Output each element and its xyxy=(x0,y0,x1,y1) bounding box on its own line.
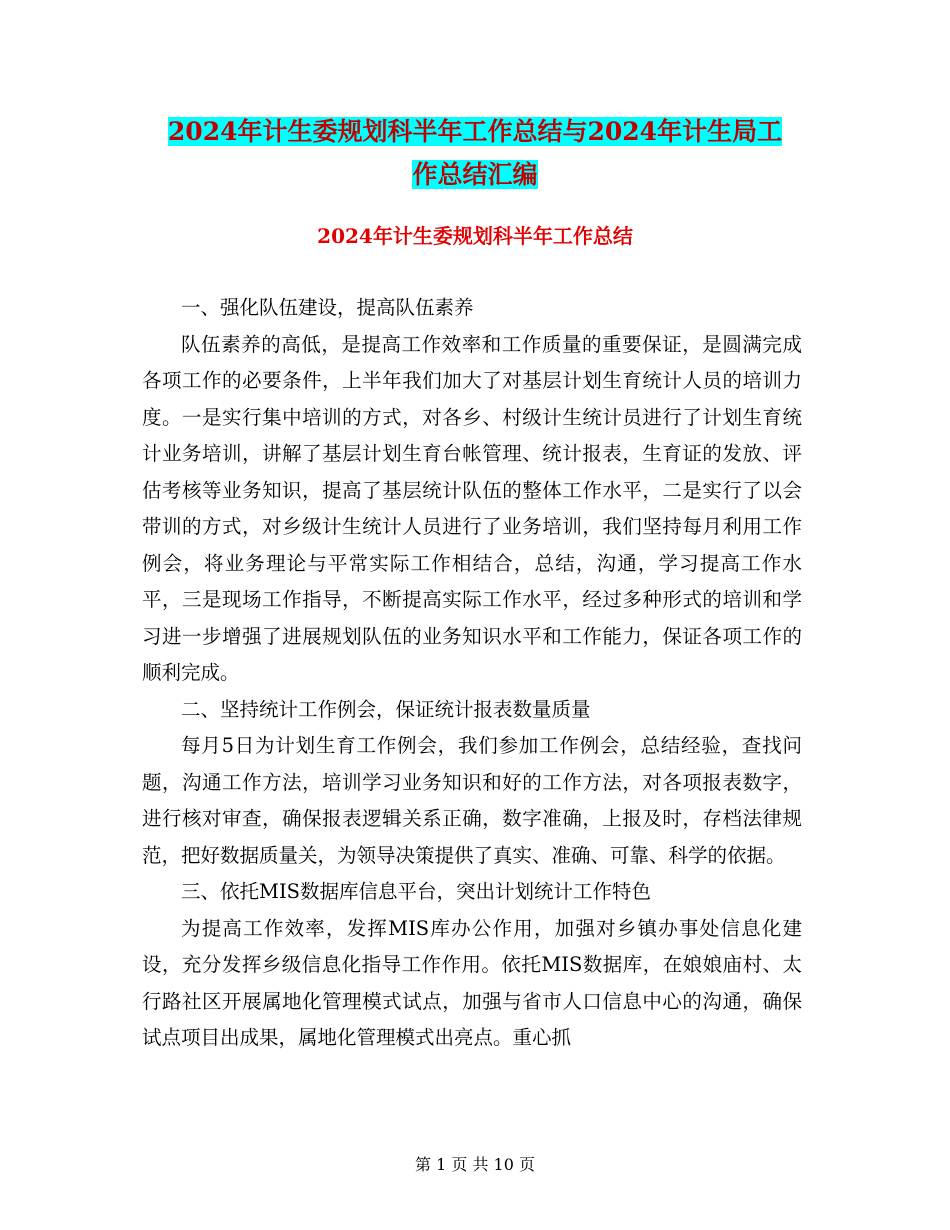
document-body xyxy=(142,290,802,1057)
document-title-line-1 xyxy=(140,110,810,154)
paragraph-1: 队伍素养的高低，是提高工作效率和工作质量的重要保证，是圆满完成各项工作的必要条件，上半年我们加大了对基层计划生育统计人员的培训力度。一是实行集中培训的方式，对各乡、村级计生统计员进行了计划生育统计业务培训，讲解了基层计划生育台帐管理、统计报表，生育证的发放、评估考核等业务知识，提高了基层统计队伍的整体工作水平，二是实行了以会带训的方式，对乡级计生统计人员进行了业务培训，我们坚持每月利用工作例会，将业务理论与平常实际工作相结合，总结，沟通，学习提高工作水平，三是现场工作指导，不断提高实际工作水平，经过多种形式的培训和学习进一步增强了进展规划队伍的业务知识水平和工作能力，保证各项工作的顺利完成。 xyxy=(142,332,802,684)
page-footer: 第 1 页 共 10 页 xyxy=(415,1155,535,1174)
heading-1: 一、强化队伍建设，提高队伍素养 xyxy=(181,296,474,319)
document-title-text-2: 作总结汇编 xyxy=(412,160,538,189)
heading-2: 二、坚持统计工作例会，保证统计报表数量质量 xyxy=(181,697,591,721)
paragraph-2: 每月5日为计划生育工作例会，我们参加工作例会，总结经验，查找问题，沟通工作方法，培训学习业务知识和好的工作方法，对各项报表数字，进行核对审查，确保报表逻辑关系正确，数字准确，上报及时，存档法律规范，把好数据质量关，为领导决策提供了真实、准确、可靠、科学的依据。 xyxy=(142,734,802,867)
document-title-line-2 xyxy=(140,153,810,197)
paragraph-3: 为提高工作效率，发挥MIS库办公作用，加强对乡镇办事处信息化建设，充分发挥乡级信息化指导工作作用。依托MIS数据库，在娘娘庙村、太行路社区开展属地化管理模式试点，加强与省市人口信息中心的沟通，确保试点项目出成果，属地化管理模式出亮点。重心抓 xyxy=(142,916,802,1049)
document-title-text-1: 2024年计生委规划科半年工作总结与2024年计生局工 xyxy=(167,117,783,146)
section-title: 2024年计生委规划科半年工作总结 xyxy=(317,224,633,248)
heading-3: 三、依托MIS数据库信息平台，突出计划统计工作特色 xyxy=(181,880,652,903)
